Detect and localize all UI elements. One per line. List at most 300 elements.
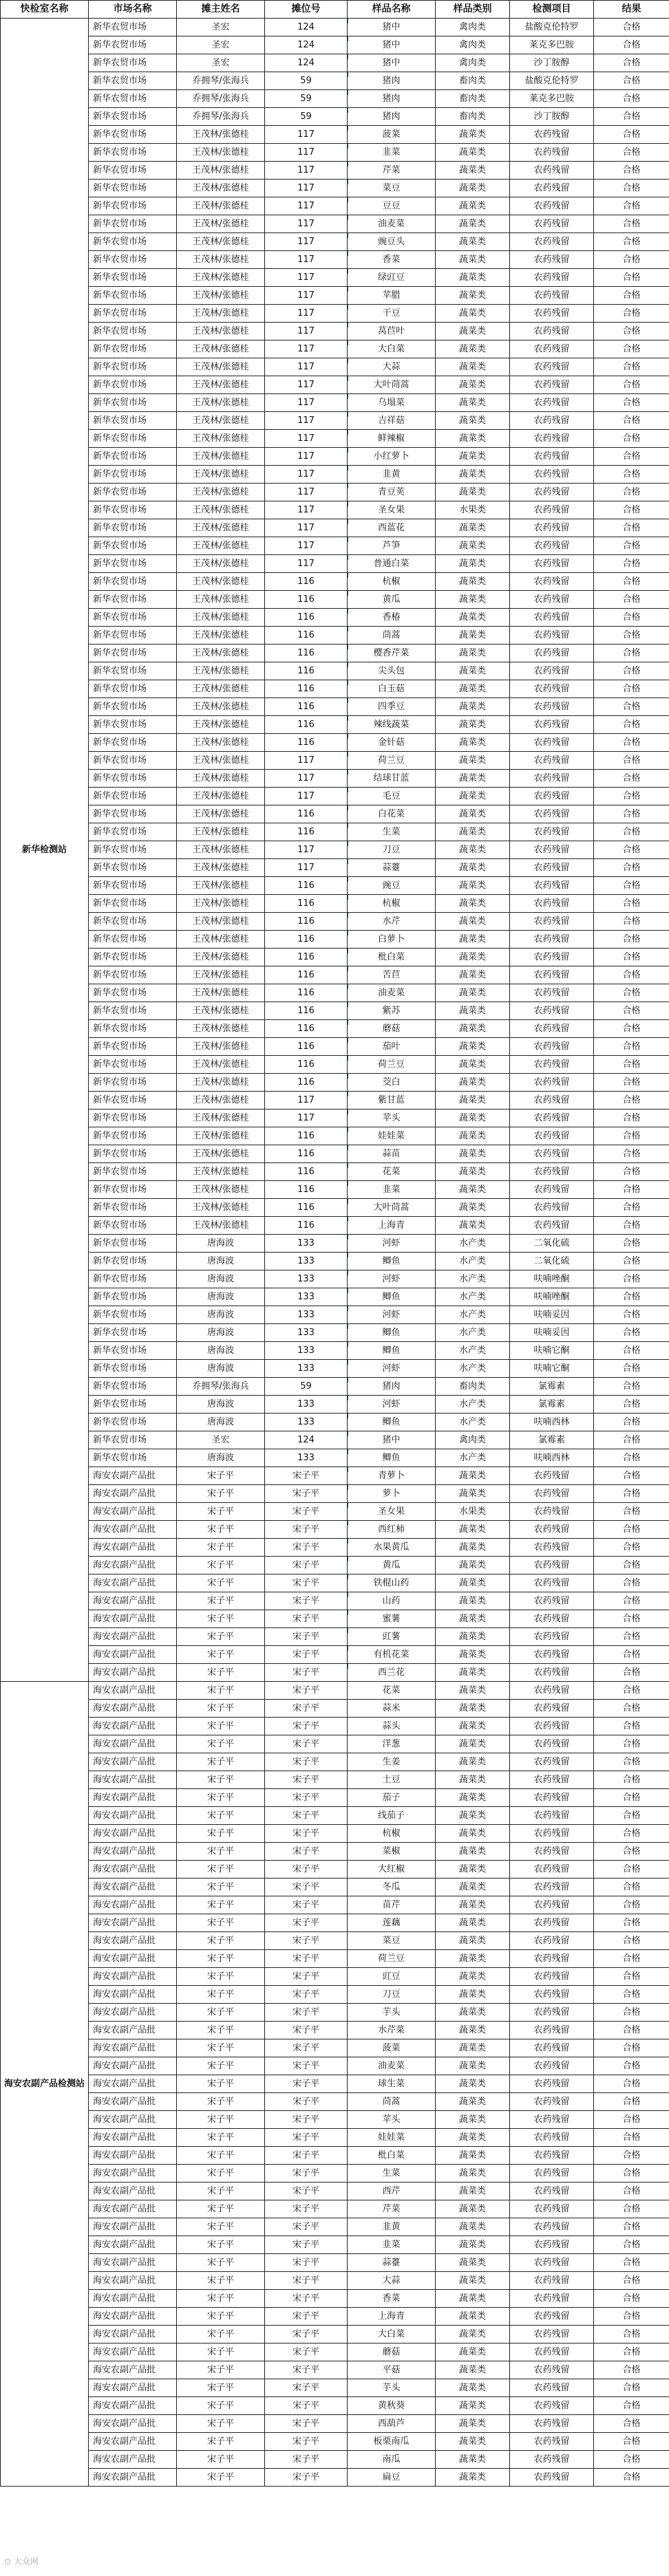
stall-cell: 宋子平 (265, 2057, 348, 2075)
stall-cell: 133 (265, 1396, 348, 1414)
stall-cell: 117 (265, 788, 348, 805)
category-cell: 蔬菜类 (436, 1485, 510, 1503)
table-row (1, 358, 669, 376)
market-cell: 海安农副产品批 (89, 2165, 177, 2183)
category-cell: 蔬菜类 (436, 1521, 510, 1539)
vendor-cell: 王茂林/张德桂 (177, 537, 265, 555)
result-cell: 合格 (594, 555, 669, 573)
market-cell: 新华农贸市场 (89, 1020, 177, 1038)
category-cell: 蔬菜类 (436, 197, 510, 215)
stall-cell: 117 (265, 1092, 348, 1110)
sample-cell: 韭菜 (348, 1181, 436, 1199)
table-row (1, 1270, 669, 1288)
test-item-cell: 农药残留 (510, 1127, 594, 1145)
result-cell: 合格 (594, 2397, 669, 2415)
sample-cell: 大红椒 (348, 1861, 436, 1879)
result-cell: 合格 (594, 323, 669, 340)
test-item-cell: 农药残留 (510, 1914, 594, 1932)
table-row (1, 1628, 669, 1646)
sample-cell: 蒜米 (348, 1700, 436, 1718)
stall-cell: 宋子平 (265, 2272, 348, 2290)
result-cell: 合格 (594, 1664, 669, 1682)
test-item-cell: 农药残留 (510, 126, 594, 144)
stall-cell: 宋子平 (265, 1735, 348, 1753)
market-cell: 新华农贸市场 (89, 340, 177, 358)
stall-cell: 117 (265, 305, 348, 323)
result-cell: 合格 (594, 340, 669, 358)
market-cell: 新华农贸市场 (89, 645, 177, 662)
test-item-cell: 农药残留 (510, 2308, 594, 2326)
category-cell: 蔬菜类 (436, 1002, 510, 1020)
table-row (1, 1968, 669, 1986)
table-row (1, 2308, 669, 2326)
table-row (1, 1574, 669, 1592)
market-cell: 新华农贸市场 (89, 1145, 177, 1163)
vendor-cell: 圣宏 (177, 1431, 265, 1449)
category-cell: 水产类 (436, 1360, 510, 1378)
test-item-cell: 农药残留 (510, 716, 594, 734)
category-cell: 蔬菜类 (436, 1074, 510, 1092)
test-item-cell: 氯霉素 (510, 1396, 594, 1414)
vendor-cell: 王茂林/张德桂 (177, 126, 265, 144)
market-cell: 海安农副产品批 (89, 1574, 177, 1592)
market-cell: 海安农副产品批 (89, 2147, 177, 2165)
result-cell: 合格 (594, 2111, 669, 2129)
stall-cell: 宋子平 (265, 2469, 348, 2487)
table-row (1, 716, 669, 734)
vendor-cell: 宋子平 (177, 1807, 265, 1825)
vendor-cell: 宋子平 (177, 2272, 265, 2290)
vendor-cell: 宋子平 (177, 1879, 265, 1896)
result-cell: 合格 (594, 358, 669, 376)
stall-cell: 116 (265, 823, 348, 841)
category-cell: 蔬菜类 (436, 376, 510, 394)
table-row (1, 376, 669, 394)
sample-cell: 蜜薯 (348, 1610, 436, 1628)
sample-cell: 豆豆 (348, 197, 436, 215)
table-row (1, 1861, 669, 1879)
result-cell: 合格 (594, 984, 669, 1002)
stall-cell: 117 (265, 841, 348, 859)
test-item-cell: 农药残留 (510, 1879, 594, 1896)
table-row (1, 2254, 669, 2272)
category-cell: 蔬菜类 (436, 1682, 510, 1700)
test-item-cell: 农药残留 (510, 2379, 594, 2397)
result-cell: 合格 (594, 698, 669, 716)
vendor-cell: 宋子平 (177, 1789, 265, 1807)
table-row (1, 36, 669, 54)
test-item-cell: 农药残留 (510, 466, 594, 484)
stall-cell: 116 (265, 698, 348, 716)
table-row (1, 19, 669, 36)
market-cell: 新华农贸市场 (89, 555, 177, 573)
table-row (1, 394, 669, 412)
test-item-cell: 农药残留 (510, 1002, 594, 1020)
stall-cell: 116 (265, 680, 348, 698)
test-item-cell: 农药残留 (510, 2111, 594, 2129)
result-cell: 合格 (594, 233, 669, 251)
table-row (1, 2433, 669, 2451)
category-cell: 蔬菜类 (436, 823, 510, 841)
test-item-cell: 农药残留 (510, 2397, 594, 2415)
stall-cell: 117 (265, 501, 348, 519)
table-row (1, 412, 669, 430)
table-row (1, 2129, 669, 2147)
table-row (1, 1896, 669, 1914)
stall-cell: 宋子平 (265, 1771, 348, 1789)
test-item-cell: 农药残留 (510, 1485, 594, 1503)
category-cell: 蔬菜类 (436, 1914, 510, 1932)
table-row (1, 1163, 669, 1181)
result-cell: 合格 (594, 90, 669, 108)
category-cell: 蔬菜类 (436, 430, 510, 448)
market-cell: 新华农贸市场 (89, 1342, 177, 1360)
result-cell: 合格 (594, 1074, 669, 1092)
header-station: 快检室名称 (1, 1, 89, 19)
market-cell: 新华农贸市场 (89, 1074, 177, 1092)
stall-cell: 宋子平 (265, 2361, 348, 2379)
vendor-cell: 宋子平 (177, 1843, 265, 1861)
result-cell: 合格 (594, 2469, 669, 2487)
result-cell: 合格 (594, 680, 669, 698)
market-cell: 新华农贸市场 (89, 108, 177, 126)
category-cell: 蔬菜类 (436, 269, 510, 287)
stall-cell: 宋子平 (265, 2200, 348, 2218)
category-cell: 蔬菜类 (436, 144, 510, 162)
market-cell: 新华农贸市场 (89, 591, 177, 609)
stall-cell: 117 (265, 358, 348, 376)
market-cell: 新华农贸市场 (89, 519, 177, 537)
test-item-cell: 农药残留 (510, 2200, 594, 2218)
stall-cell: 117 (265, 162, 348, 180)
market-cell: 海安农副产品批 (89, 1825, 177, 1843)
test-item-cell: 呋喃妥因 (510, 1324, 594, 1342)
test-item-cell: 农药残留 (510, 430, 594, 448)
stall-cell: 宋子平 (265, 1467, 348, 1485)
market-cell: 新华农贸市场 (89, 394, 177, 412)
result-cell: 合格 (594, 180, 669, 197)
vendor-cell: 王茂林/张德桂 (177, 609, 265, 627)
result-cell: 合格 (594, 1503, 669, 1521)
market-cell: 新华农贸市场 (89, 627, 177, 645)
stall-cell: 117 (265, 180, 348, 197)
category-cell: 蔬菜类 (436, 680, 510, 698)
vendor-cell: 宋子平 (177, 1735, 265, 1753)
market-cell: 海安农副产品批 (89, 1539, 177, 1557)
market-cell: 新华农贸市场 (89, 376, 177, 394)
category-cell: 蔬菜类 (436, 1968, 510, 1986)
table-row (1, 1306, 669, 1324)
category-cell: 蔬菜类 (436, 358, 510, 376)
stall-cell: 宋子平 (265, 1610, 348, 1628)
sample-cell: 鲫鱼 (348, 1342, 436, 1360)
sample-cell: 刀豆 (348, 841, 436, 859)
result-cell: 合格 (594, 716, 669, 734)
result-cell: 合格 (594, 1163, 669, 1181)
test-item-cell: 农药残留 (510, 2290, 594, 2308)
sample-cell: 芋头 (348, 2004, 436, 2022)
result-cell: 合格 (594, 1932, 669, 1950)
market-cell: 海安农副产品批 (89, 2344, 177, 2361)
category-cell: 蔬菜类 (436, 895, 510, 913)
sample-cell: 韭菜 (348, 144, 436, 162)
market-cell: 新华农贸市场 (89, 1235, 177, 1253)
sample-cell: 白花菜 (348, 805, 436, 823)
result-cell: 合格 (594, 1002, 669, 1020)
category-cell: 蔬菜类 (436, 2200, 510, 2218)
result-cell: 合格 (594, 1449, 669, 1467)
result-cell: 合格 (594, 1700, 669, 1718)
result-cell: 合格 (594, 2308, 669, 2326)
category-cell: 蔬菜类 (436, 788, 510, 805)
vendor-cell: 王茂林/张德桂 (177, 841, 265, 859)
stall-cell: 117 (265, 448, 348, 466)
table-row (1, 126, 669, 144)
test-item-cell: 呋喃唑酮 (510, 1270, 594, 1288)
market-cell: 海安农副产品批 (89, 2111, 177, 2129)
test-item-cell: 农药残留 (510, 1163, 594, 1181)
stall-cell: 116 (265, 931, 348, 949)
sample-cell: 小红萝卜 (348, 448, 436, 466)
market-cell: 新华农贸市场 (89, 949, 177, 966)
table-row (1, 609, 669, 627)
stall-cell: 116 (265, 573, 348, 591)
table-row (1, 1324, 669, 1342)
category-cell: 蔬菜类 (436, 2469, 510, 2487)
category-cell: 蔬菜类 (436, 1735, 510, 1753)
stall-cell: 133 (265, 1270, 348, 1288)
test-item-cell: 农药残留 (510, 1503, 594, 1521)
market-cell: 海安农副产品批 (89, 2183, 177, 2200)
result-cell: 合格 (594, 2361, 669, 2379)
market-cell: 新华农贸市场 (89, 1038, 177, 1056)
vendor-cell: 王茂林/张德桂 (177, 984, 265, 1002)
test-item-cell: 农药残留 (510, 251, 594, 269)
sample-cell: 杭椒 (348, 1825, 436, 1843)
stall-cell: 宋子平 (265, 2415, 348, 2433)
market-cell: 新华农贸市场 (89, 1288, 177, 1306)
market-cell: 海安农副产品批 (89, 1467, 177, 1485)
category-cell: 蔬菜类 (436, 1181, 510, 1199)
market-cell: 海安农副产品批 (89, 1503, 177, 1521)
category-cell: 蔬菜类 (436, 716, 510, 734)
category-cell: 水产类 (436, 1449, 510, 1467)
result-cell: 合格 (594, 2236, 669, 2254)
test-item-cell: 农药残留 (510, 1789, 594, 1807)
test-item-cell: 农药残留 (510, 1181, 594, 1199)
table-row (1, 1056, 669, 1074)
stall-cell: 宋子平 (265, 2129, 348, 2147)
category-cell: 蔬菜类 (436, 1092, 510, 1110)
vendor-cell: 宋子平 (177, 2075, 265, 2093)
sample-cell: 洋葱 (348, 1735, 436, 1753)
sample-cell: 河虾 (348, 1235, 436, 1253)
market-cell: 海安农副产品批 (89, 2272, 177, 2290)
result-cell: 合格 (594, 1324, 669, 1342)
category-cell: 禽肉类 (436, 1431, 510, 1449)
stall-cell: 宋子平 (265, 1932, 348, 1950)
market-cell: 海安农副产品批 (89, 1914, 177, 1932)
result-cell: 合格 (594, 1807, 669, 1825)
header-row (1, 1, 669, 19)
test-item-cell: 农药残留 (510, 1145, 594, 1163)
vendor-cell: 宋子平 (177, 2308, 265, 2326)
test-item-cell: 农药残留 (510, 1628, 594, 1646)
sample-cell: 蒜薹 (348, 859, 436, 877)
test-item-cell: 农药残留 (510, 1574, 594, 1592)
result-cell: 合格 (594, 2218, 669, 2236)
sample-cell: 圣女果 (348, 501, 436, 519)
stall-cell: 133 (265, 1306, 348, 1324)
table-row (1, 2236, 669, 2254)
market-cell: 新华农贸市场 (89, 716, 177, 734)
stall-cell: 宋子平 (265, 1825, 348, 1843)
sample-cell: 荷兰豆 (348, 1056, 436, 1074)
test-item-cell: 呋喃唑酮 (510, 1288, 594, 1306)
vendor-cell: 王茂林/张德桂 (177, 215, 265, 233)
category-cell: 蔬菜类 (436, 1628, 510, 1646)
test-item-cell: 农药残留 (510, 823, 594, 841)
vendor-cell: 宋子平 (177, 2236, 265, 2254)
sample-cell: 板栗南瓜 (348, 2433, 436, 2451)
stall-cell: 133 (265, 1253, 348, 1270)
category-cell: 畜肉类 (436, 1378, 510, 1396)
result-cell: 合格 (594, 1861, 669, 1879)
sample-cell: 河虾 (348, 1306, 436, 1324)
test-item-cell: 农药残留 (510, 305, 594, 323)
test-item-cell: 农药残留 (510, 2165, 594, 2183)
table-row (1, 823, 669, 841)
vendor-cell: 宋子平 (177, 2397, 265, 2415)
market-cell: 海安农副产品批 (89, 1807, 177, 1825)
vendor-cell: 王茂林/张德桂 (177, 180, 265, 197)
vendor-cell: 宋子平 (177, 1753, 265, 1771)
result-cell: 合格 (594, 287, 669, 305)
market-cell: 新华农贸市场 (89, 1056, 177, 1074)
vendor-cell: 王茂林/张德桂 (177, 591, 265, 609)
sample-cell: 球生菜 (348, 2075, 436, 2093)
category-cell: 蔬菜类 (436, 1557, 510, 1574)
category-cell: 蔬菜类 (436, 2308, 510, 2326)
header-sample: 样品名称 (348, 1, 436, 19)
result-cell: 合格 (594, 1199, 669, 1217)
table-row (1, 1771, 669, 1789)
vendor-cell: 宋子平 (177, 1986, 265, 2004)
test-item-cell: 农药残留 (510, 1700, 594, 1718)
category-cell: 蔬菜类 (436, 1789, 510, 1807)
sample-cell: 樱香芹菜 (348, 645, 436, 662)
result-cell: 合格 (594, 2254, 669, 2272)
category-cell: 蔬菜类 (436, 734, 510, 752)
market-cell: 海安农副产品批 (89, 2451, 177, 2469)
vendor-cell: 唐海波 (177, 1253, 265, 1270)
category-cell: 水果类 (436, 1503, 510, 1521)
market-cell: 新华农贸市场 (89, 966, 177, 984)
market-cell: 新华农贸市场 (89, 90, 177, 108)
stall-cell: 116 (265, 1145, 348, 1163)
test-item-cell: 农药残留 (510, 1682, 594, 1700)
sample-cell: 茼蒿 (348, 627, 436, 645)
stall-cell: 116 (265, 591, 348, 609)
market-cell: 海安农副产品批 (89, 1843, 177, 1861)
table-row (1, 1396, 669, 1414)
table-row (1, 1807, 669, 1825)
stall-cell: 117 (265, 269, 348, 287)
vendor-cell: 王茂林/张德桂 (177, 501, 265, 519)
category-cell: 蔬菜类 (436, 2433, 510, 2451)
market-cell: 新华农贸市场 (89, 609, 177, 627)
result-cell: 合格 (594, 1056, 669, 1074)
header-stall: 摊位号 (265, 1, 348, 19)
category-cell: 水产类 (436, 1306, 510, 1324)
result-cell: 合格 (594, 1145, 669, 1163)
category-cell: 蔬菜类 (436, 966, 510, 984)
stall-cell: 宋子平 (265, 2326, 348, 2344)
table-row (1, 2147, 669, 2165)
vendor-cell: 唐海波 (177, 1360, 265, 1378)
market-cell: 新华农贸市场 (89, 466, 177, 484)
sample-cell: 茭白 (348, 1074, 436, 1092)
sample-cell: 扁豆 (348, 2469, 436, 2487)
market-cell: 新华农贸市场 (89, 573, 177, 591)
sample-cell: 紫苏 (348, 1002, 436, 1020)
table-row (1, 1592, 669, 1610)
result-cell: 合格 (594, 2326, 669, 2344)
table-row (1, 2361, 669, 2379)
category-cell: 蔬菜类 (436, 1753, 510, 1771)
market-cell: 海安农副产品批 (89, 1646, 177, 1664)
category-cell: 蔬菜类 (436, 2272, 510, 2290)
market-cell: 新华农贸市场 (89, 877, 177, 895)
result-cell: 合格 (594, 752, 669, 770)
sample-cell: 苹头 (348, 2111, 436, 2129)
table-row (1, 1825, 669, 1843)
result-cell: 合格 (594, 1789, 669, 1807)
table-row (1, 752, 669, 770)
sample-cell: 大蒜 (348, 2272, 436, 2290)
market-cell: 海安农副产品批 (89, 1664, 177, 1682)
category-cell: 蔬菜类 (436, 1217, 510, 1235)
sample-cell: 杭椒 (348, 895, 436, 913)
sample-cell: 毛豆 (348, 788, 436, 805)
sample-cell: 白玉菇 (348, 680, 436, 698)
sample-cell: 猪中 (348, 36, 436, 54)
table-row (1, 2183, 669, 2200)
vendor-cell: 王茂林/张德桂 (177, 1056, 265, 1074)
test-item-cell: 农药残留 (510, 1038, 594, 1056)
market-cell: 新华农贸市场 (89, 1092, 177, 1110)
stall-cell: 宋子平 (265, 1592, 348, 1610)
result-cell: 合格 (594, 1181, 669, 1199)
category-cell: 蔬菜类 (436, 1879, 510, 1896)
category-cell: 水产类 (436, 1342, 510, 1360)
test-item-cell: 农药残留 (510, 931, 594, 949)
test-item-cell: 沙丁胺醇 (510, 54, 594, 72)
category-cell: 蔬菜类 (436, 1610, 510, 1628)
market-cell: 新华农贸市场 (89, 1217, 177, 1235)
category-cell: 蔬菜类 (436, 1825, 510, 1843)
market-cell: 新华农贸市场 (89, 1270, 177, 1288)
category-cell: 蔬菜类 (436, 841, 510, 859)
result-cell: 合格 (594, 2129, 669, 2147)
stall-cell: 宋子平 (265, 2147, 348, 2165)
test-item-cell: 农药残留 (510, 1056, 594, 1074)
stall-cell: 宋子平 (265, 1485, 348, 1503)
result-cell: 合格 (594, 19, 669, 36)
test-item-cell: 莱克多巴胺 (510, 36, 594, 54)
category-cell: 水产类 (436, 1253, 510, 1270)
market-cell: 新华农贸市场 (89, 1306, 177, 1324)
